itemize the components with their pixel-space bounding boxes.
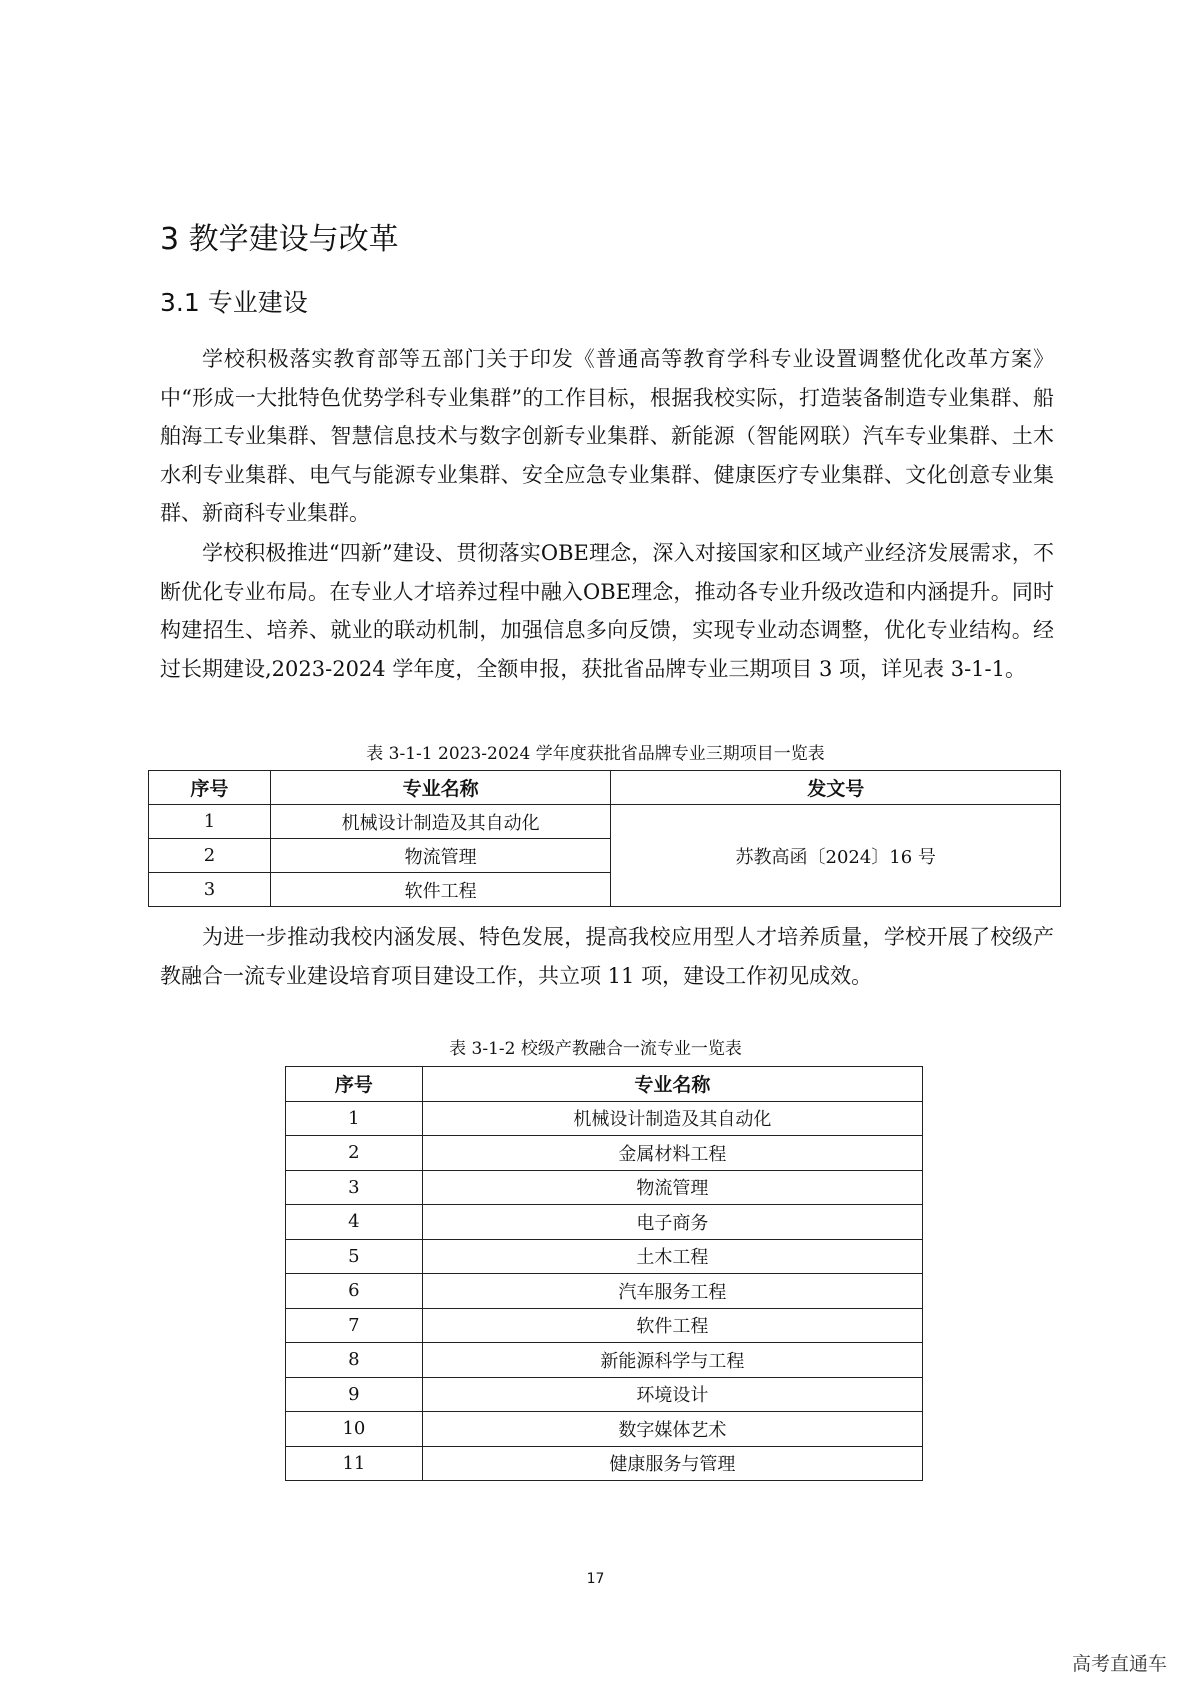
major-name: 软件工程 [270, 873, 611, 907]
major-name: 健康服务与管理 [422, 1446, 922, 1481]
header-cell: 序号 [149, 771, 271, 805]
table-header-row [286, 1067, 923, 1102]
table1-caption: 表 3-1-1 2023-2024 学年度获批省品牌专业三期项目一览表 [366, 744, 825, 764]
table-row [286, 1412, 923, 1447]
row-number: 10 [286, 1412, 423, 1447]
row-number: 4 [286, 1205, 423, 1240]
major-name: 金属材料工程 [422, 1136, 922, 1171]
row-number: 8 [286, 1343, 423, 1378]
major-name: 机械设计制造及其自动化 [270, 805, 611, 839]
first-class-majors-table [285, 1066, 923, 1481]
watermark-text: 高考直通车 [1071, 1653, 1167, 1675]
row-number: 2 [286, 1136, 423, 1171]
row-number: 11 [286, 1446, 423, 1481]
table-row [149, 805, 1061, 839]
subsection-heading: 3.1 专业建设 [160, 288, 308, 317]
header-cell: 专业名称 [270, 771, 611, 805]
row-number: 1 [149, 805, 271, 839]
table-row [286, 1205, 923, 1240]
header-cell: 专业名称 [422, 1067, 922, 1102]
table-header-row [149, 771, 1061, 805]
paragraph-clusters: 学校积极落实教育部等五部门关于印发《普通高等教育学科专业设置调整优化改革方案》中“形成一大批特色优势学科专业集群”的工作目标，根据我校实际，打造装备制造专业集群、船舶海工专业集群、智慧信息技术与数字创新专业集群、新能源（智能网联）汽车专业集群、土木水利专业集群、电气与能源专业集群、安全应急专业集群、健康医疗专业集群、文化创意专业集群、新商科专业集群。 [160, 347, 1054, 526]
table-row [286, 1274, 923, 1309]
row-number: 1 [286, 1101, 423, 1136]
paragraph-first-class: 为进一步推动我校内涵发展、特色发展，提高我校应用型人才培养质量，学校开展了校级产教融合一流专业建设培育项目建设工作，共立项 11 项，建设工作初见成效。 [160, 925, 1054, 988]
major-name: 新能源科学与工程 [422, 1343, 922, 1378]
table-row [286, 1101, 923, 1136]
table-row [286, 1446, 923, 1481]
paragraph-obe: 学校积极推进“四新”建设、贯彻落实OBE理念，深入对接国家和区域产业经济发展需求，不断优化专业布局。在专业人才培养过程中融入OBE理念，推动各专业升级改造和内涵提升。同时构建招生、培养、就业的联动机制，加强信息多向反馈，实现专业动态调整，优化专业结构。经过长期建设,2023-2024 学年度，全额申报，获批省品牌专业三期项目 3 项，详见表 3-1-1。 [160, 541, 1054, 681]
row-number: 3 [149, 873, 271, 907]
row-number: 6 [286, 1274, 423, 1309]
major-name: 物流管理 [422, 1170, 922, 1205]
section-heading: 3 教学建设与改革 [160, 222, 399, 257]
header-cell: 发文号 [611, 771, 1061, 805]
table-row [286, 1308, 923, 1343]
row-number: 2 [149, 839, 271, 873]
major-name: 机械设计制造及其自动化 [422, 1101, 922, 1136]
table-row [286, 1377, 923, 1412]
row-number: 7 [286, 1308, 423, 1343]
document-number: 苏教高函〔2024〕16 号 [611, 805, 1061, 907]
major-name: 软件工程 [422, 1308, 922, 1343]
major-name: 汽车服务工程 [422, 1274, 922, 1309]
header-cell: 序号 [286, 1067, 423, 1102]
table2-caption: 表 3-1-2 校级产教融合一流专业一览表 [449, 1039, 742, 1059]
row-number: 9 [286, 1377, 423, 1412]
major-name: 物流管理 [270, 839, 611, 873]
table-row [286, 1343, 923, 1378]
major-name: 数字媒体艺术 [422, 1412, 922, 1447]
table-row [286, 1239, 923, 1274]
major-name: 土木工程 [422, 1239, 922, 1274]
major-name: 电子商务 [422, 1205, 922, 1240]
row-number: 5 [286, 1239, 423, 1274]
major-name: 环境设计 [422, 1377, 922, 1412]
page-number: 17 [586, 1571, 605, 1587]
row-number: 3 [286, 1170, 423, 1205]
table-row [286, 1170, 923, 1205]
brand-majors-table [148, 770, 1061, 907]
table-row [286, 1136, 923, 1171]
